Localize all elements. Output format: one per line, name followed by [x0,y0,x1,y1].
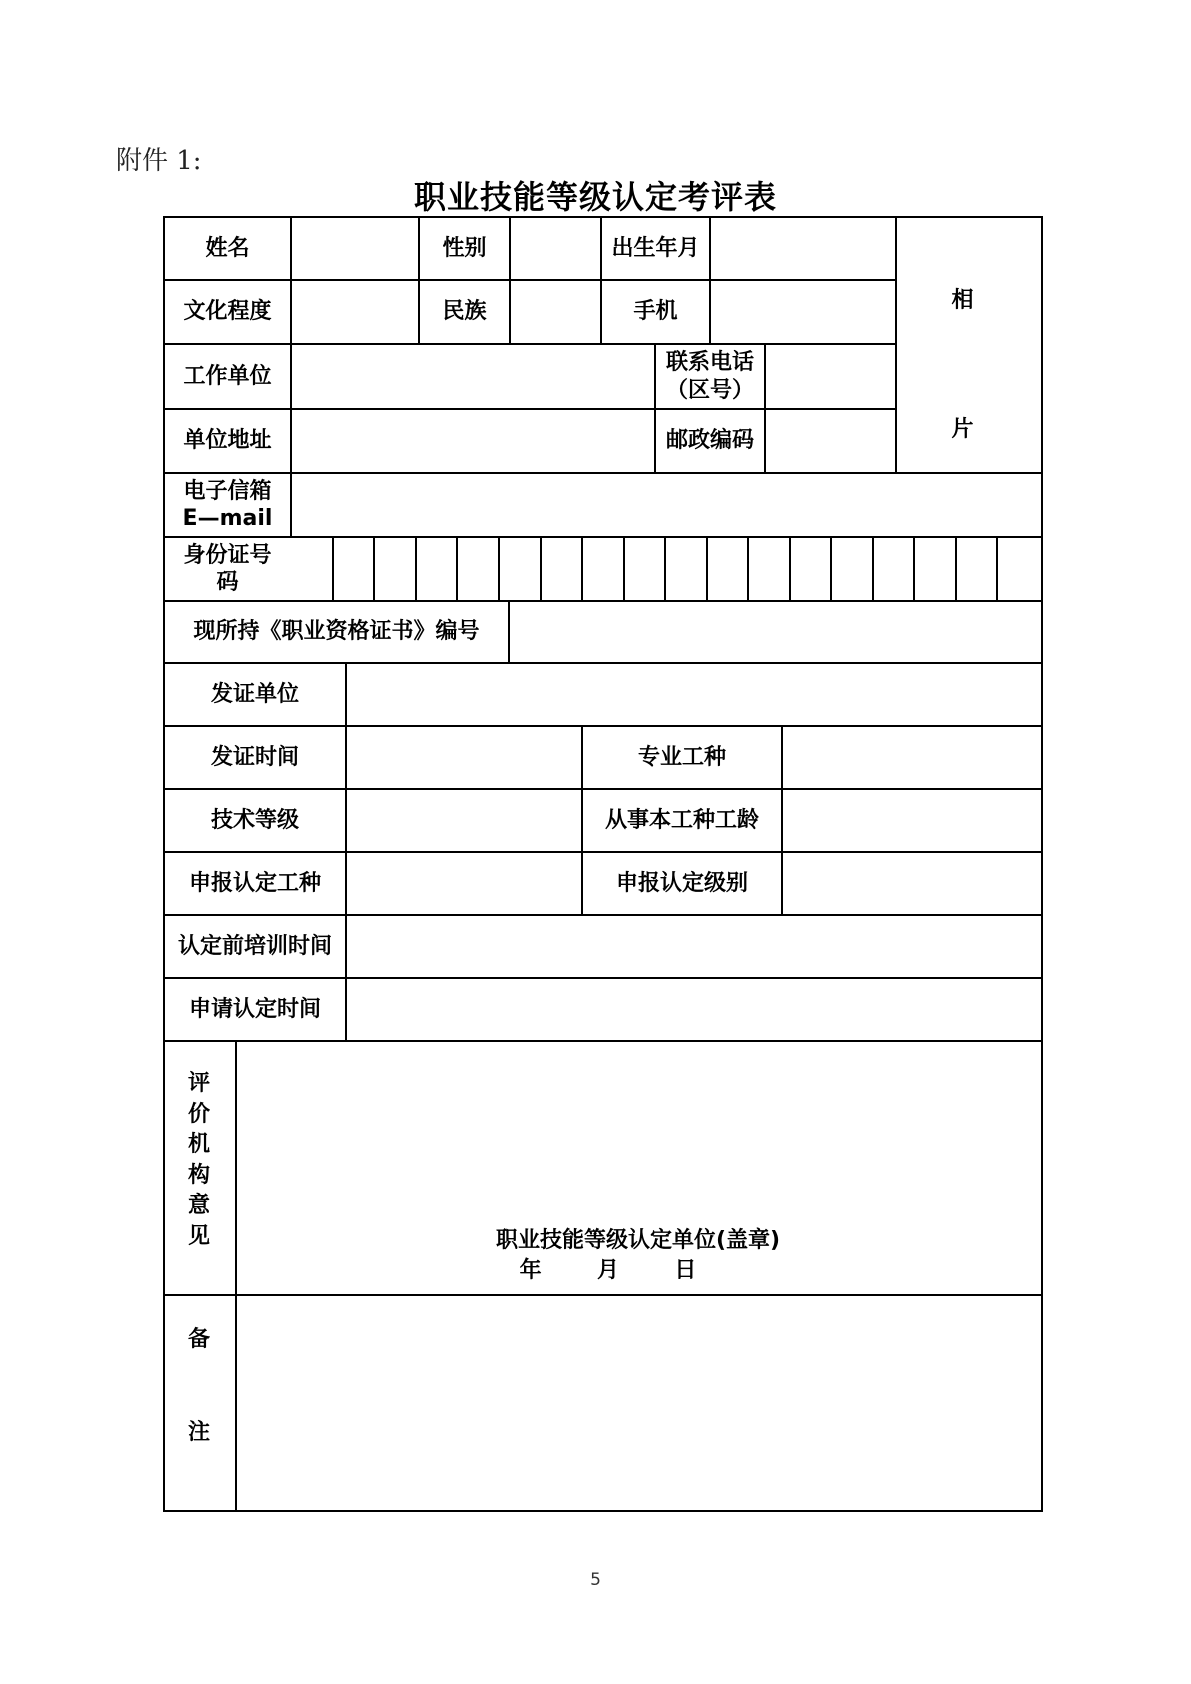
gender-value[interactable] [511,218,600,279]
seal-month: 月 [596,1258,619,1283]
form-title: 职业技能等级认定考评表 [413,178,777,216]
id-number-label-line1: 身份证号 [183,542,272,568]
applied-trade-value[interactable] [347,853,581,914]
work-unit-value[interactable] [292,345,654,408]
certificate-number-value[interactable] [510,602,1041,662]
table-border-right [1041,216,1043,1512]
ethnicity-label: 民族 [442,299,487,325]
years-in-trade-value[interactable] [783,790,1041,851]
evaluation-char: 意 [187,1193,210,1218]
name-value[interactable] [292,218,418,279]
ethnicity-value[interactable] [511,281,600,343]
education-label: 文化程度 [183,299,272,325]
evaluation-char: 评 [187,1071,210,1096]
applied-level-value[interactable] [783,853,1041,914]
contact-phone-label-line1: 联系电话 [665,350,754,375]
unit-address-label: 单位地址 [183,428,272,454]
certificate-number-label: 现所持《职业资格证书》编号 [193,619,480,645]
postal-code-value[interactable] [766,410,895,472]
postal-code-label: 邮政编码 [665,428,754,454]
issuing-unit-value[interactable] [347,664,1041,725]
issue-date-value[interactable] [347,727,581,788]
evaluation-char: 见 [187,1223,210,1249]
seal-day: 日 [674,1258,697,1283]
gender-label: 性别 [442,235,487,261]
page-number: 5 [590,1570,601,1590]
id-number-label [165,538,290,600]
evaluation-char: 价 [187,1101,210,1127]
attachment-label: 附件 1: [116,146,202,176]
evaluation-opinion-value[interactable] [237,1042,1041,1222]
seal-date [236,1256,980,1286]
seal-year: 年 [519,1258,542,1283]
remarks-label-2: 注 [187,1420,210,1445]
tech-level-value[interactable] [347,790,581,851]
table-border-bottom [163,1510,1043,1512]
remarks-label-1: 备 [187,1327,210,1352]
evaluation-char: 构 [187,1162,210,1188]
years-in-trade-label: 从事本工种工龄 [604,807,759,833]
email-label-line1: 电子信箱 [183,478,272,504]
email-label [165,474,290,536]
id-number-boxes[interactable] [292,538,1041,600]
email-value[interactable] [292,474,1041,536]
id-number-label-line2: 码 [216,570,239,595]
contact-phone-label-line2: （区号） [665,377,754,403]
birth-label: 出生年月 [611,235,700,261]
seal-unit: 职业技能等级认定单位(盖章) [495,1228,781,1253]
contact-phone-value[interactable] [766,345,895,408]
photo-box[interactable] [897,218,1041,472]
application-time-label: 申请认定时间 [188,996,321,1022]
mobile-label: 手机 [633,299,678,325]
issue-date-label: 发证时间 [210,744,299,770]
photo-label-1: 相 [951,288,974,313]
education-value[interactable] [292,281,418,343]
training-time-value[interactable] [347,916,1041,977]
training-time-label: 认定前培训时间 [177,933,332,959]
evaluation-opinion-label [163,1069,235,1252]
email-label-line2: E—mail [182,506,273,531]
birth-value[interactable] [711,218,895,279]
applied-level-label: 申报认定级别 [615,870,748,896]
profession-label: 专业工种 [637,744,726,770]
applied-trade-label: 申报认定工种 [188,870,321,896]
photo-label-2: 片 [951,417,974,442]
seal-block [236,1226,1040,1286]
work-unit-label: 工作单位 [183,363,272,389]
mobile-value[interactable] [711,281,895,343]
application-time-value[interactable] [347,979,1041,1040]
contact-phone-label [656,345,764,408]
profession-value[interactable] [783,727,1041,788]
remarks-value[interactable] [237,1296,1041,1510]
tech-level-label: 技术等级 [210,807,299,833]
unit-address-value[interactable] [292,410,654,472]
evaluation-char: 机 [187,1132,210,1157]
name-label: 姓名 [205,235,250,261]
issuing-unit-label: 发证单位 [210,681,299,707]
